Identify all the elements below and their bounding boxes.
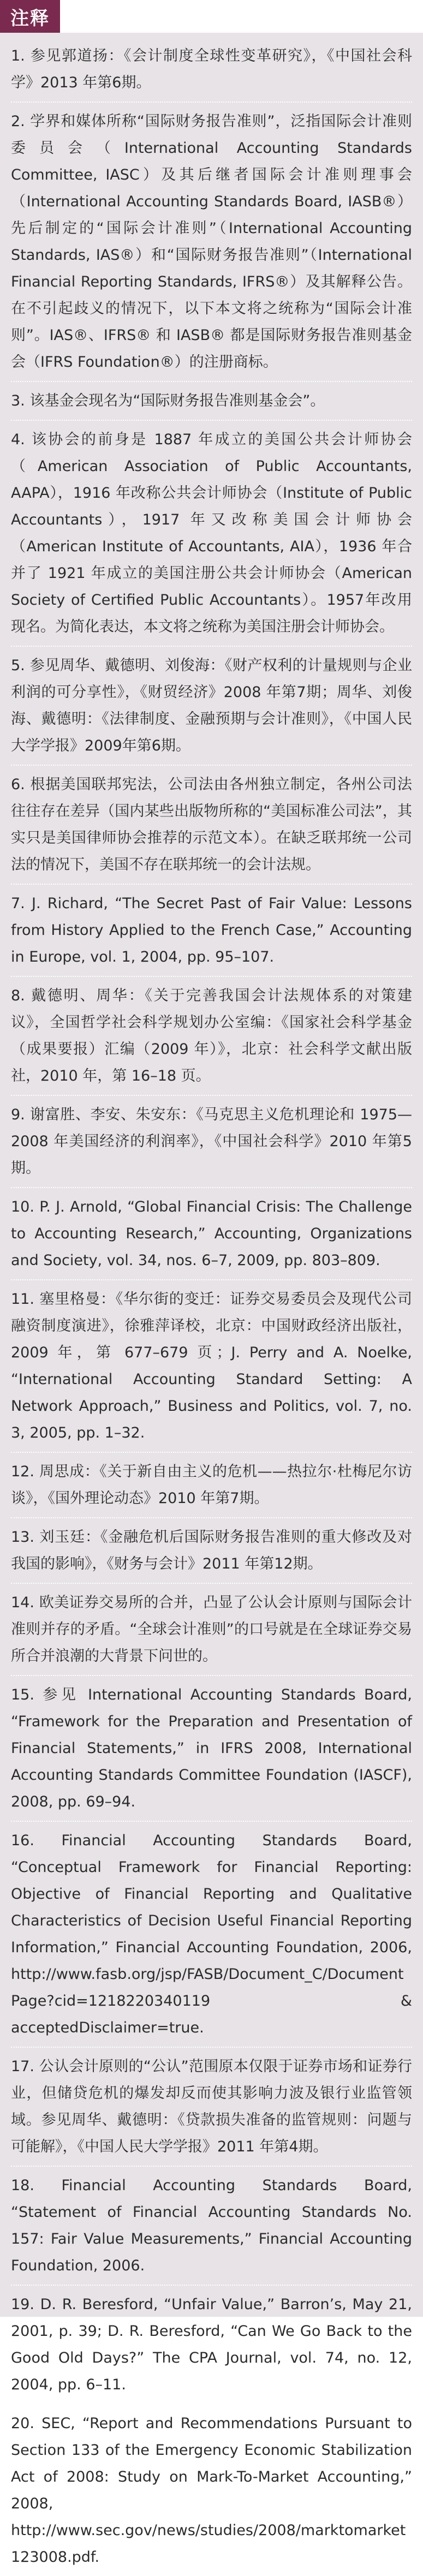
note-15: 15. 参见 International Accounting Standards Board, “Framework for the Preparation and Presentation of Financial Statements,” in IFRS 2008, International Accounting Standards Committee Foundation (IASCF), 2008, pp. 69–94. [11, 1676, 412, 1822]
note-20: 20. SEC, “Report and Recommendations Pursuant to Section 133 of the Emergency Economic Stabilization Act of 2008: Study on Mark-To-Market Accounting,” 2008, http://www.sec.gov/news/studies/2008/marktomarket123008.pdf. [11, 2415, 412, 2566]
note-3: 3. 该基金会现名为“国际财务报告准则基金会”。 [11, 382, 412, 421]
note-17: 17. 公认会计原则的“公认”范围原本仅限于证券市场和证券行业，但储贷危机的爆发却反而使其影响力波及银行业监管领域。参见周华、戴德明：《贷款损失准备的监管规则：问题与可能解》，《中国人民大学学报》2011 年第4期。 [11, 2048, 412, 2167]
note-14: 14. 欧美证券交易所的合并，凸显了公认会计原则与国际会计准则并存的矛盾。“全球会计准则”的口号就是在全球证券交易所合并浪潮的大背景下问世的。 [11, 1584, 412, 1676]
note-4: 4. 该协会的前身是 1887 年成立的美国公共会计师协会（American Association of Public Accountants, AAPA），1916 年改称公共会计师协会（Institute of Public Accountants），1917 年又改称美国会计师协会（American Institute of Accountants, AIA），1936 年合并了 1921 年成立的美国注册公共会计师协会（American Society of Certified Public Accountants）。1957年改用现名。为简化表达，本文将之统称为美国注册会计师协会。 [11, 421, 412, 647]
note-18: 18. Financial Accounting Standards Board, “Statement of Financial Accounting Standards No. 157: Fair Value Measurements,” Financial Accounting Foundation, 2006. [11, 2167, 412, 2286]
note-16: 16. Financial Accounting Standards Board, “Conceptual Framework for Financial Reporting: Objective of Financial Reporting and Qualitative Characteristics of Decision Useful Financial Reporting Information,” Financial Accounting Foundation, 2006, http://www.fasb.org/jsp/FASB/Document_C/DocumentPage?cid=1218220340119 & acceptedDisclaimer=true. [11, 1822, 412, 2048]
note-6: 6. 根据美国联邦宪法，公司法由各州独立制定，各州公司法往往存在差异（国内某些出版物所称的“美国标准公司法”，其实只是美国律师协会推荐的示范文本）。在缺乏联邦统一公司法的情况下，美国不存在联邦统一的会计法规。 [11, 766, 412, 885]
notes-list [0, 33, 423, 2566]
note-10: 10. P. J. Arnold, “Global Financial Crisis: The Challenge to Accounting Research,” Accounting, Organizations and Society, vol. 34, nos. 6–7, 2009, pp. 803–809. [11, 1188, 412, 1280]
note-19: 19. D. R. Beresford, “Unfair Value,” Barron’s, May 21, 2001, p. 39; D. R. Beresford, “Can We Go Back to the Good Old Days?” The CPA Journal, vol. 74, no. 12, 2004, pp. 6–11. [11, 2286, 412, 2405]
notes-heading: 注释 [0, 0, 60, 33]
note-2: 2. 学界和媒体所称“国际财务报告准则”，泛指国际会计准则委员会（International Accounting Standards Committee, IASC）及其后继者国际会计准则理事会（International Accounting Standards Board, IASB®）先后制定的“国际会计准则”（International Accounting Standards, IAS®）和“国际财务报告准则”（International Financial Reporting Standards, IFRS®）及其解释公告。在不引起歧义的情况下，以下本文将之统称为“国际会计准则”。IAS®、IFRS® 和 IASB® 都是国际财务报告准则基金会（IFRS Foundation®）的注册商标。 [11, 103, 412, 382]
note-13: 13. 刘玉廷：《金融危机后国际财务报告准则的重大修改及对我国的影响》，《财务与会计》2011 年第12期。 [11, 1518, 412, 1584]
note-7: 7. J. Richard, “The Secret Past of Fair Value: Lessons from History Applied to the French Case,” Accounting in Europe, vol. 1, 2004, pp. 95–107. [11, 885, 412, 977]
note-8: 8. 戴德明、周华：《关于完善我国会计法规体系的对策建议》，全国哲学社会科学规划办公室编：《国家社会科学基金（成果要报）汇编（2009 年）》，北京：社会科学文献出版社，2010 年，第 16–18 页。 [11, 977, 412, 1096]
note-1: 1. 参见郭道扬：《会计制度全球性变革研究》，《中国社会科学》2013 年第6期。 [11, 37, 412, 103]
note-11: 11. 塞里格曼：《华尔街的变迁：证券交易委员会及现代公司融资制度演进》，徐雅萍译校，北京：中国财政经济出版社，2009 年，第 677–679 页；J. Perry and A. Noelke, “International Accounting Standard Setting: A Network Approach,” Business and Politics, vol. 7, no. 3, 2005, pp. 1–32. [11, 1280, 412, 1453]
note-12: 12. 周思成：《关于新自由主义的危机——热拉尔·杜梅尼尔访谈》，《国外理论动态》2010 年第7期。 [11, 1453, 412, 1518]
header-bar [0, 0, 423, 33]
note-9: 9. 谢富胜、李安、朱安东：《马克思主义危机理论和 1975—2008 年美国经济的利润率》，《中国社会科学》2010 年第5期。 [11, 1096, 412, 1188]
note-5: 5. 参见周华、戴德明、刘俊海：《财产权利的计量规则与企业利润的可分享性》，《财贸经济》2008 年第7期；周华、刘俊海、戴德明：《法律制度、金融预期与会计准则》，《中国人民大学学报》2009年第6期。 [11, 647, 412, 766]
